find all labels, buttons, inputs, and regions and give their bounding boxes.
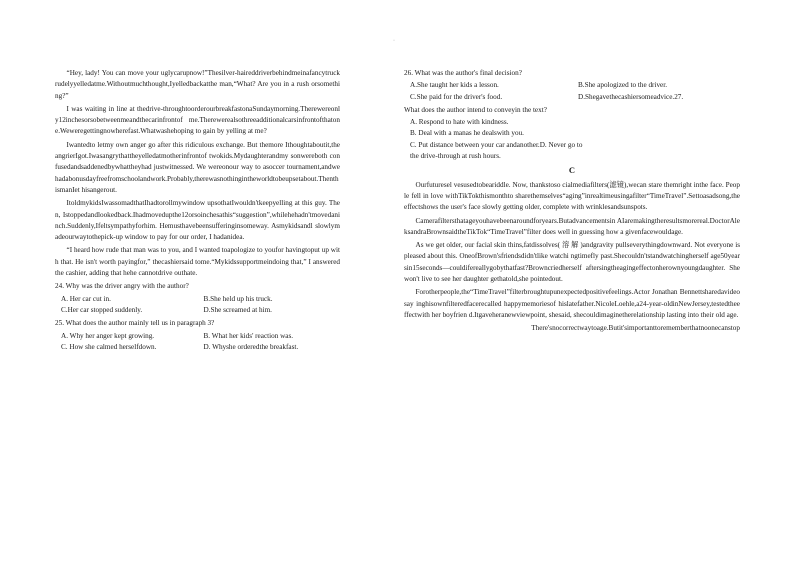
option-c: C.She paid for the driver's food.: [410, 92, 503, 101]
option-d: D.She screamed at him.: [203, 305, 272, 314]
option-b: B. What her kids' reaction was.: [203, 331, 294, 340]
option-b: B.She apologized to the driver.: [578, 81, 668, 90]
question-25-options: [55, 331, 340, 354]
option-a: A.She taught her kids a lesson.: [410, 81, 499, 90]
question-24-stem: 24. Why was the driver angry with the author?: [55, 282, 189, 291]
passage-paragraph: Ourfuturesel vesusedtobeariddle. Now, thankstoso cialmediafilters(滤镜),wecan stare themright inthe face. People fell in love withTikTokthismonthto sharethemselves“aging”inrealtimeusingafilter“TimeTravel”.Settoasadsong,theeffectshows the user's face slowly getting older, complete with wrinklesandsunspots.: [404, 180, 740, 212]
question-25-stem: 25. What does the author mainly tell us in paragraph 3?: [55, 319, 215, 328]
option-a: A. Why her anger kept growing.: [61, 331, 155, 340]
option-c: C. How she calmed herselfdown.: [61, 342, 157, 351]
passage-paragraph: Iwantedto letmy own anger go after this ridiculous exchange. But themore Ithoughtaboutit,theangrierIgot.Iwasangrythattheyelledatmotherinfrontof twokids.Mydaughterandmy sonwereboth confusedandsaddenedbywhattheyhad justwitnessed. We wereonour way to asoccer tournament,andwehadabonusdayfreefromschoolandwork.Probably,therewasnothingintheworldtobeupsetabout.ThenthismanIet hisangerout.: [55, 140, 340, 194]
right-column: [404, 68, 740, 337]
option-c: C.Her car stopped suddenly.: [61, 305, 143, 314]
question-27-options: [404, 117, 740, 162]
passage-paragraph: I was waiting in line at thedrive-throughtoorderourbreakfastonaSundaymorning.Therewereonly12inchesorsobetweenmeandthecarinfrontof me.Therewerealsothreeadditionalcarsinfrontofthatone.Weweregettingnowherefast.Whatwashehoping to gain by yelling at me?: [55, 104, 340, 136]
passage-paragraph: Camerafiltersthatageyouhavebeenaroundforyears.Butadvancementsin AIaremakingtheresultsmorereal.DoctorAleksandraBrownsaidtheTikTok“TimeTravel”filter does well in guessing how a givenfacewouldage.: [404, 216, 740, 236]
passage-paragraph: “I heard how rude that man was to you, and I wanted toapologize to youfor havingtoput up with that. He isn't worth payingfor,” thecashiersaid tome.“Mykidssupportmeindoing that,” I answered the cashier, adding that hehe cannotdrive outhate.: [55, 246, 340, 278]
left-column: [55, 68, 340, 355]
section-heading: C: [568, 165, 576, 176]
question-26-stem: 26. What was the author's final decision?: [404, 69, 522, 77]
question-24-options: [55, 294, 340, 317]
passage-paragraph: Forotherpeople,the“TimeTravel”filterbroughtupunexpectedpositivefeelings.Actor Jonathan Bennettsharedavideosay inghisownfilteredfacerecalled happymemoriesof hislatefather.NicoleLoehle,a24-year-oldinNewJersey,testedtheeffectwith her boyfrien d.Itgaveheranewviewpoint, shesaid, shecouldimaginetherelationship lasting into their old age.: [404, 288, 740, 319]
question-27-stem: What does the author intend to conveyin the text?: [404, 105, 547, 114]
option-c-d: C. Put distance between your car andanother.D. Never go to the drive-through at rush hours.: [410, 140, 583, 161]
option-b: B. Deal with a manas he dealswith you.: [410, 129, 524, 138]
top-mark: ·: [393, 38, 395, 44]
passage-paragraph: As we get older, our facial skin thins,fatdissolves( 溶 解 )andgravity pullseverythingdownward. Not everyone is pleased about this. OneofBrown'sfriendsdidn'tlike watchi ngtimefly past.Shecouldn'tstandwatchingherself age50yearsin15seconds—couldifereallygobythatfast?Browncriedherself aftersingtheagingeffectonherownyoungdaughter. She won't live to see her daughter gethatold,she pointedout.: [404, 241, 740, 284]
passage-last-line: There'snocorrectwaytoage.Butit'simportanttorememberthatnoonecanstop: [531, 324, 740, 333]
option-a: A. Respond to hate with kindness.: [410, 118, 509, 127]
passage-paragraph: “Hey, lady! You can move your uglycarupnow!”Thesilver-hairedd​riverbehindmeinafancytruckrudelyyelledatme.Withoutmuchthought,Iyelledbackatthe man,“What? Are you in a rush orsomething?”: [55, 69, 340, 100]
option-a: A. Her car cut in.: [61, 294, 111, 303]
option-d: D.Shegavethecashiersomeadvice.27.: [578, 92, 684, 101]
option-d: D. Whyshe orderedthe breakfast.: [203, 342, 299, 351]
passage-paragraph: ItoldmykidsIwassomadthatIhadtorollmywindow upsothatIwouldn'tkeepyelling at this guy. Then, Istoppedandlookedback.Ihadmovedupthe12orsoinchesathis“suggestion”,whilehehadn'tmovedaninch.Suddenly,Ifeltsympathyforhim. Hemusthavebeensufferinginsomeway. Asmykidsandl slowlymadeourwaytothepick-up window to pay for our order, I hadanidea.: [55, 199, 340, 242]
option-b: B.She held up his truck.: [203, 294, 273, 303]
question-26-options: [404, 80, 740, 103]
